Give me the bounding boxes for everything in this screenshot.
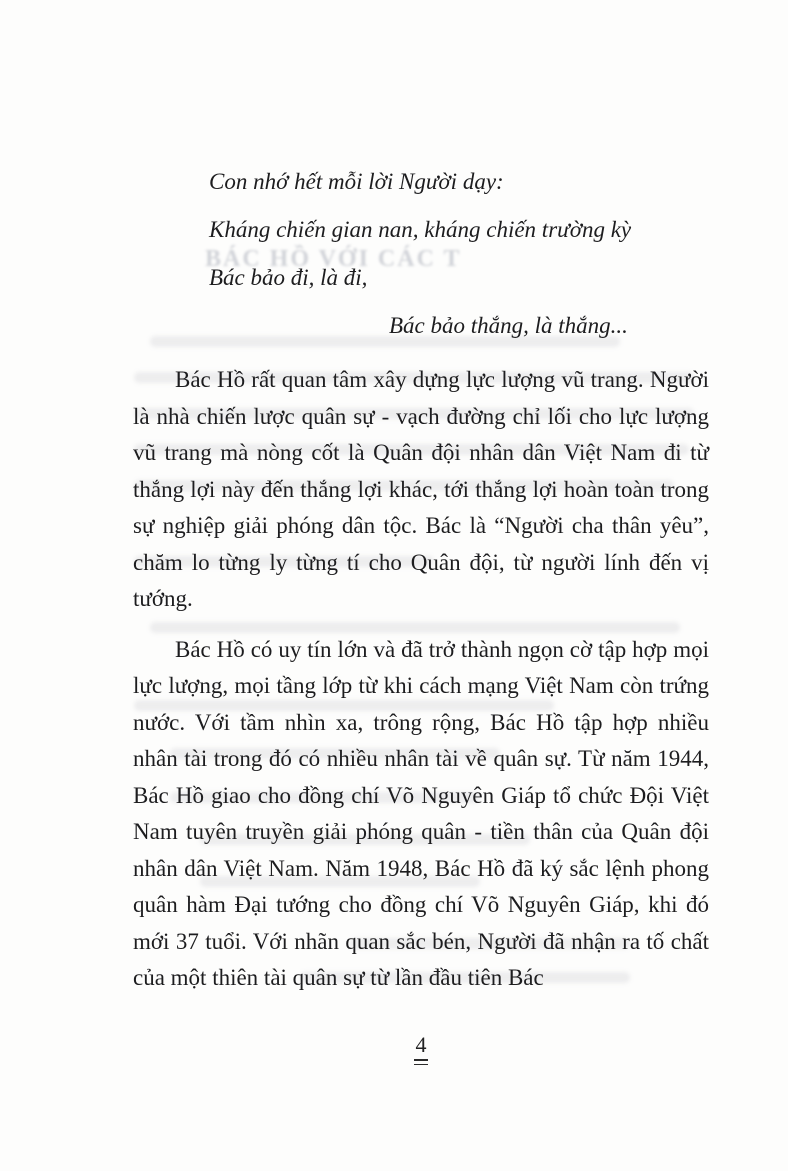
poem-line: Bác bảo đi, là đi, <box>209 265 368 290</box>
poem-line: Bác bảo thắng, là thắng... <box>389 313 628 338</box>
paragraph: Bác Hồ rất quan tâm xây dựng lực lượng vũ trang. Người là nhà chiến lược quân sự - vạch đường chỉ lối cho lực lượng vũ trang mà nòng cốt là Quân đội nhân dân Việt Nam đi từ thắng lợi này đến thắng lợi khác, tới thắng lợi hoàn toàn trong sự nghiệp giải phóng dân tộc. Bác là “Người cha thân yêu”, chăm lo từng ly từng tí cho Quân đội, từ người lính đến vị tướng. <box>133 367 709 611</box>
page-number: 4 <box>415 1032 427 1057</box>
page-footer <box>133 1032 709 1065</box>
show-through-heading: BÁC HỒ VỚI CÁC T <box>205 246 462 272</box>
poem-line: Kháng chiến gian nan, kháng chiến trường kỳ <box>209 217 632 242</box>
paragraph: Bác Hồ có uy tín lớn và đã trở thành ngọn cờ tập hợp mọi lực lượng, mọi tầng lớp từ khi cách mạng Việt Nam còn trứng nước. Với tầm nhìn xa, trông rộng, Bác Hồ tập hợp nhiều nhân tài trong đó có nhiều nhân tài về quân sự. Từ năm 1944, Bác Hồ giao cho đồng chí Võ Nguyên Giáp tổ chức Đội Việt Nam tuyên truyền giải phóng quân - tiền thân của Quân đội nhân dân Việt Nam. Năm 1948, Bác Hồ đã ký sắc lệnh phong quân hàm Đại tướng cho đồng chí Võ Nguyên Giáp, khi đó mới 37 tuổi. Với nhãn quan sắc bén, Người đã nhận ra tố chất của một thiên tài quân sự từ lần đầu tiên Bác <box>133 636 709 990</box>
page-number-rule <box>414 1059 428 1065</box>
poem <box>133 158 709 350</box>
poem-line: Con nhớ hết mỗi lời Người dạy: <box>209 169 504 194</box>
page-content <box>133 158 709 997</box>
